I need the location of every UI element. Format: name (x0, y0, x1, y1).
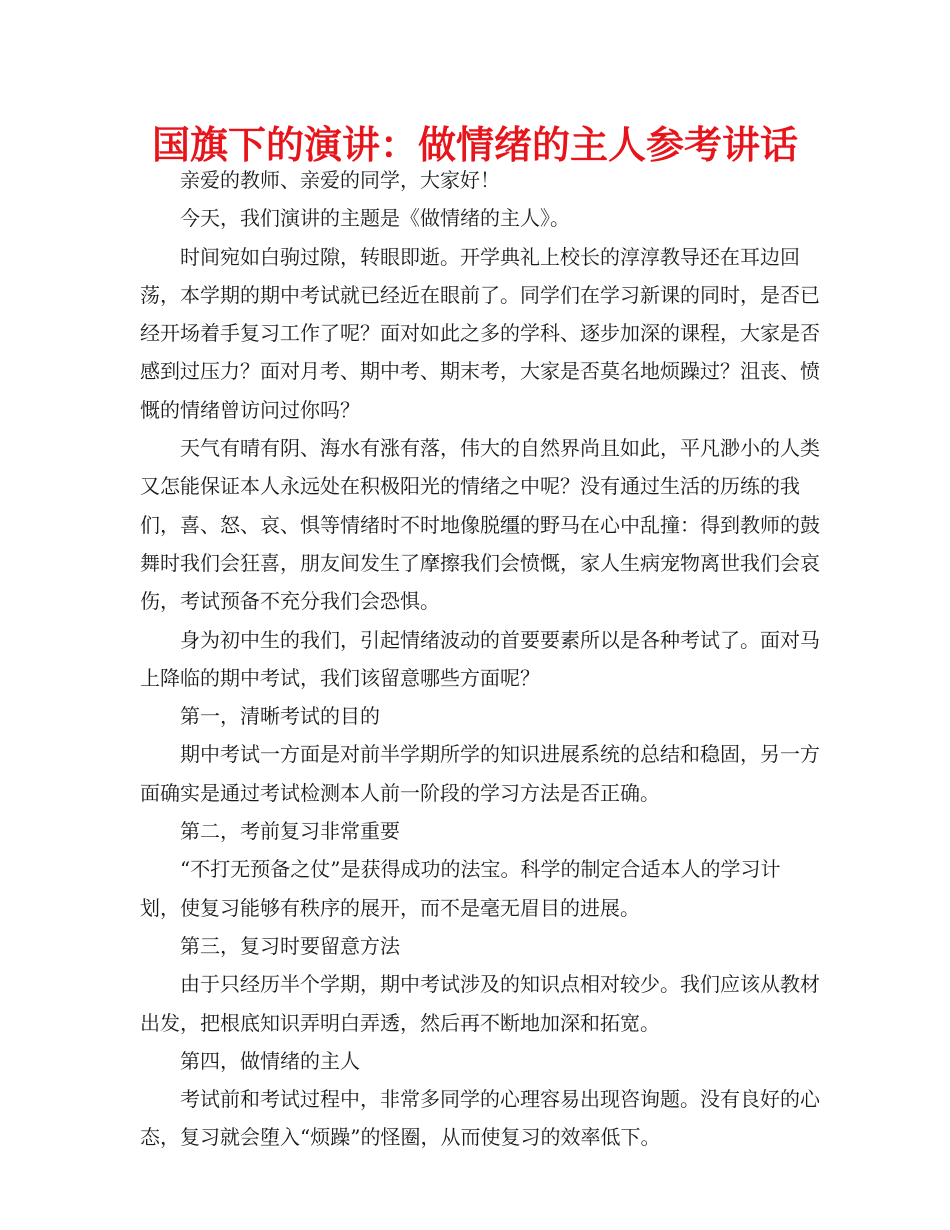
document-body (140, 161, 820, 1157)
paragraph: 期中考试一方面是对前半学期所学的知识进展系统的总结和稳固，另一方面确实是通过考试检测本人前一阶段的学习方法是否正确。 (140, 742, 820, 805)
section-heading: 第一，清晰考试的目的 (180, 704, 380, 729)
section-heading: 第三，复习时要留意方法 (180, 933, 400, 958)
paragraph: 天气有晴有阴、海水有涨有落，伟大的自然界尚且如此，平凡渺小的人类又怎能保证本人永远处在积极阳光的情绪之中呢？没有通过生活的历练的我们，喜、怒、哀、惧等情绪时不时地像脱缰的野马在心中乱撞：得到教师的鼓舞时我们会狂喜，朋友间发生了摩擦我们会愤慨，家人生病宠物离世我们会哀伤，考试预备不充分我们会恐惧。 (140, 436, 820, 614)
paragraph: 时间宛如白驹过隙，转眼即逝。开学典礼上校长的淳淳教导还在耳边回荡，本学期的期中考试就已经近在眼前了。同学们在学习新课的同时，是否已经开场着手复习工作了呢？面对如此之多的学科、逐步加深的课程，大家是否感到过压力？面对月考、期中考、期末考，大家是否莫名地烦躁过？沮丧、愤慨的情绪曾访问过你吗？ (140, 244, 820, 422)
section-heading: 第四，做情绪的主人 (180, 1048, 360, 1073)
document-title: 国旗下的演讲：做情绪的主人参考讲话 (151, 123, 798, 167)
section-heading: 第二，考前复习非常重要 (180, 819, 400, 844)
paragraph: 身为初中生的我们，引起情绪波动的首要要素所以是各种考试了。面对马上降临的期中考试，我们该留意哪些方面呢？ (140, 627, 820, 690)
paragraph: “不打无预备之仗”是获得成功的法宝。科学的制定合适本人的学习计划，使复习能够有秩序的展开，而不是毫无眉目的进展。 (140, 857, 781, 920)
paragraph: 亲爱的教师、亲爱的同学，大家好！ (180, 168, 500, 192)
paragraph: 今天，我们演讲的主题是《做情绪的主人》。 (180, 206, 570, 231)
paragraph: 考试前和考试过程中，非常多同学的心理容易出现咨询题。没有良好的心态，复习就会堕入“烦躁”的怪圈，从而使复习的效率低下。 (140, 1087, 820, 1150)
paragraph: 由于只经历半个学期，期中考试涉及的知识点相对较少。我们应该从教材出发，把根底知识弄明白弄透，然后再不断地加深和拓宽。 (140, 972, 820, 1035)
